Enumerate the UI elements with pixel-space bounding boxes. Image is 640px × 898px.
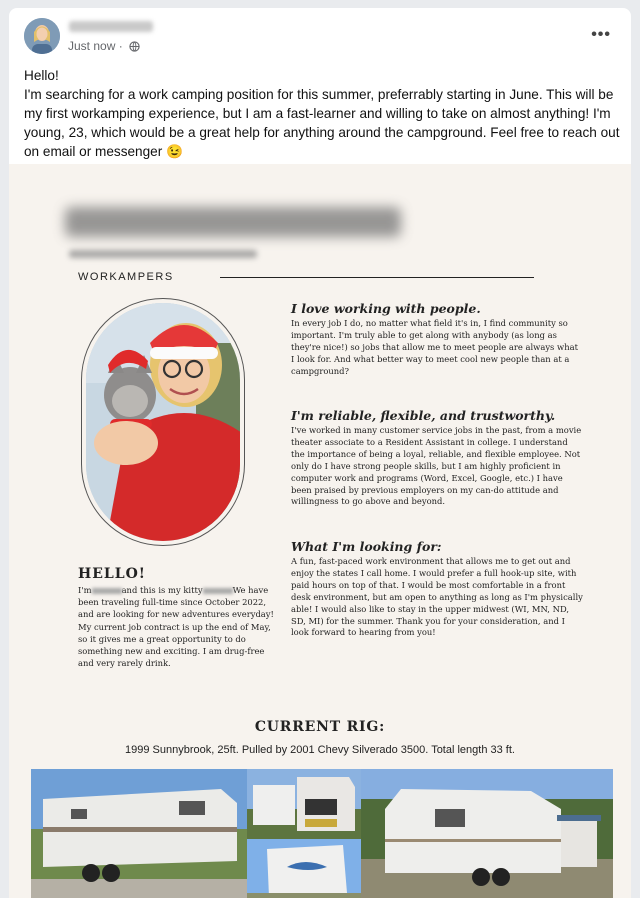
author-name-redacted[interactable]	[69, 21, 153, 32]
rig-photo-4	[361, 769, 613, 898]
post-body	[24, 66, 624, 161]
flyer-contact-redacted	[69, 250, 257, 258]
flyer-subtitle: WORKAMPERS	[78, 271, 174, 283]
more-icon[interactable]: •••	[591, 26, 611, 43]
section-title-people: I love working with people.	[291, 301, 481, 316]
section-body-reliable: I've worked in many customer service jobs in the past, from a movie theater associate to a Resident Assistant in college. I understand the importance of being a loyal, reliable, and flexible employee. Not only do I have strong people skills, but I am highly proficient in computer work and programs (Word, Excel, Google, etc.) I have been praised by previous employers on my can-do attitude and willingness to go above and beyond.	[291, 425, 582, 507]
post-meta: Just now ·	[68, 39, 140, 55]
hello-post: We have been traveling full-time since October 2022, and are looking for new adventures everyday! My current job contract is up the end of May, so it gives me a great opportunity to do something new and exciting. I am drug-free and very rarely drink.	[78, 585, 274, 669]
post-greeting: Hello!	[24, 68, 59, 83]
section-title-reliable: I'm reliable, flexible, and trustworthy.	[291, 408, 556, 423]
hello-mid: and this is my kitty	[121, 585, 203, 595]
flyer-name-redacted	[65, 207, 401, 237]
portrait-frame	[81, 298, 245, 546]
rig-photo-2	[247, 769, 361, 839]
post-header	[9, 8, 631, 68]
section-title-looking: What I'm looking for:	[291, 539, 442, 554]
globe-icon	[129, 41, 140, 55]
rig-description: 1999 Sunnybrook, 25ft. Pulled by 2001 Chevy Silverado 3500. Total length 33 ft.	[125, 744, 515, 756]
hello-body	[78, 584, 278, 669]
rig-photo-3	[247, 839, 361, 898]
portrait-photo	[86, 303, 240, 541]
flyer-image[interactable]	[9, 164, 631, 898]
divider	[220, 277, 534, 278]
kitty-name-redacted	[203, 588, 233, 594]
post-message: I'm searching for a work camping position for this summer, preferrably starting in June. This will be my first workamping experience, but I am a fast-learner and willing to take on almost anything! I'm young, 23, which would be a great help for anything around the campground. Feel free to reach out on email or messenger 😉	[24, 87, 620, 159]
rig-title: CURRENT RIG:	[254, 719, 386, 735]
hello-title: HELLO!	[78, 566, 146, 582]
rig-photos	[31, 769, 613, 898]
post-card	[9, 8, 631, 898]
timestamp[interactable]: Just now	[68, 39, 116, 53]
section-body-people: In every job I do, no matter what field it's in, I find community so important. I'm truly able to get along with anybody (as long as they're nice!) so jobs that allow me to meet people are always what I look for. And what better way to meet cool new people than at a campground?	[291, 318, 578, 376]
hello-pre: I'm	[78, 585, 92, 595]
section-body-looking: A fun, fast-paced work environment that allows me to get out and enjoy the states I call home. I would prefer a full hook-up site, with paid hours on top of that. I would be most comfortable in a front desk environment, but am open to anything as long as I'm physically able! I would also like to stay in the upper midwest (WI, MN, ND, SD, MI) for the summer. Thank you for your consideration, and I look forward to hearing from you!	[291, 556, 583, 638]
owner-name-redacted	[92, 588, 122, 594]
avatar[interactable]	[24, 18, 60, 54]
rig-photo-1	[31, 769, 247, 898]
